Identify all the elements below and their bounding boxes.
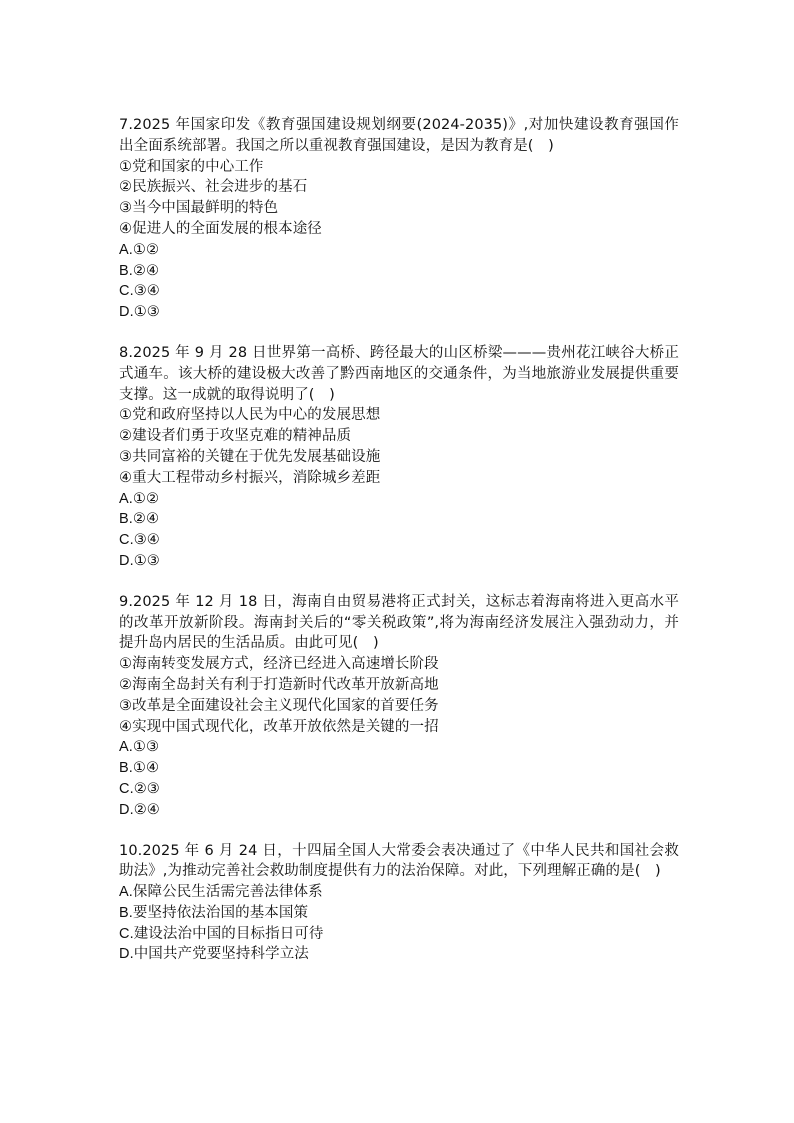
answer-option: C.③④ [119,283,160,300]
statement-item: ③改革是全面建设社会主义现代化国家的首要任务 [119,697,439,714]
answer-option: A.①② [119,241,160,258]
statement-item: ①党和政府坚持以人民为中心的发展思想 [119,407,381,424]
answer-option: A.保障公民生活需完善法律体系 [119,884,323,901]
question-7 [119,115,679,323]
statement-item: ③共同富裕的关键在于优先发展基础设施 [119,448,381,465]
answer-option: C.②③ [119,780,160,797]
question-10 [119,841,679,966]
answer-option: D.①③ [119,552,160,569]
statement-item: ③当今中国最鲜明的特色 [119,200,279,217]
answer-option: D.②④ [119,801,160,818]
answer-option: D.中国共产党要坚持科学立法 [119,946,309,963]
statement-item: ④重大工程带动乡村振兴，消除城乡差距 [119,469,381,486]
answer-option: C.建设法治中国的目标指日可待 [119,925,324,942]
answer-option: B.①④ [119,760,160,777]
statement-item: ④促进人的全面发展的根本途径 [119,220,322,237]
document-page [119,115,679,985]
statement-item: ②建设者们勇于攻坚克难的精神品质 [119,428,352,445]
answer-option: C.③④ [119,532,160,549]
statement-item: ②海南全岛封关有利于打造新时代改革开放新高地 [119,676,439,693]
answer-option: B.②④ [119,511,160,528]
question-stem: 9.2025 年 12 月 18 日，海南自由贸易港将正式封关，这标志着海南将进入更高水平的改革开放新阶段。海南封关后的“零关税政策”,将为海南经济发展注入强劲动力，并提升岛内居民的生活品质。由此可见( ) [119,593,679,652]
answer-option: D.①③ [119,304,160,321]
answer-option: B.②④ [119,262,160,279]
question-8 [119,343,679,572]
question-stem: 7.2025 年国家印发《教育强国建设规划纲要(2024-2035)》,对加快建设教育强国作出全面系统部署。我国之所以重视教育强国建设，是因为教育是( ) [119,117,679,154]
question-9 [119,592,679,821]
answer-option: A.①② [119,490,160,507]
statement-item: ①党和国家的中心工作 [119,158,264,175]
question-stem: 8.2025 年 9 月 28 日世界第一高桥、跨径最大的山区桥梁———贵州花江峡谷大桥正式通车。该大桥的建设极大改善了黔西南地区的交通条件，为当地旅游业发展提供重要支撑。这一成就的取得说明了( ) [119,344,679,403]
answer-option: A.①③ [119,739,160,756]
statement-item: ②民族振兴、社会进步的基石 [119,179,308,196]
statement-item: ④实现中国式现代化，改革开放依然是关键的一招 [119,718,439,735]
statement-item: ①海南转变发展方式，经济已经进入高速增长阶段 [119,656,439,673]
question-stem: 10.2025 年 6 月 24 日，十四届全国人大常委会表决通过了《中华人民共和国社会救助法》,为推动完善社会救助制度提供有力的法治保障。对此，下列理解正确的是( ) [119,842,679,880]
answer-option: B.要坚持依法治国的基本国策 [119,904,309,921]
